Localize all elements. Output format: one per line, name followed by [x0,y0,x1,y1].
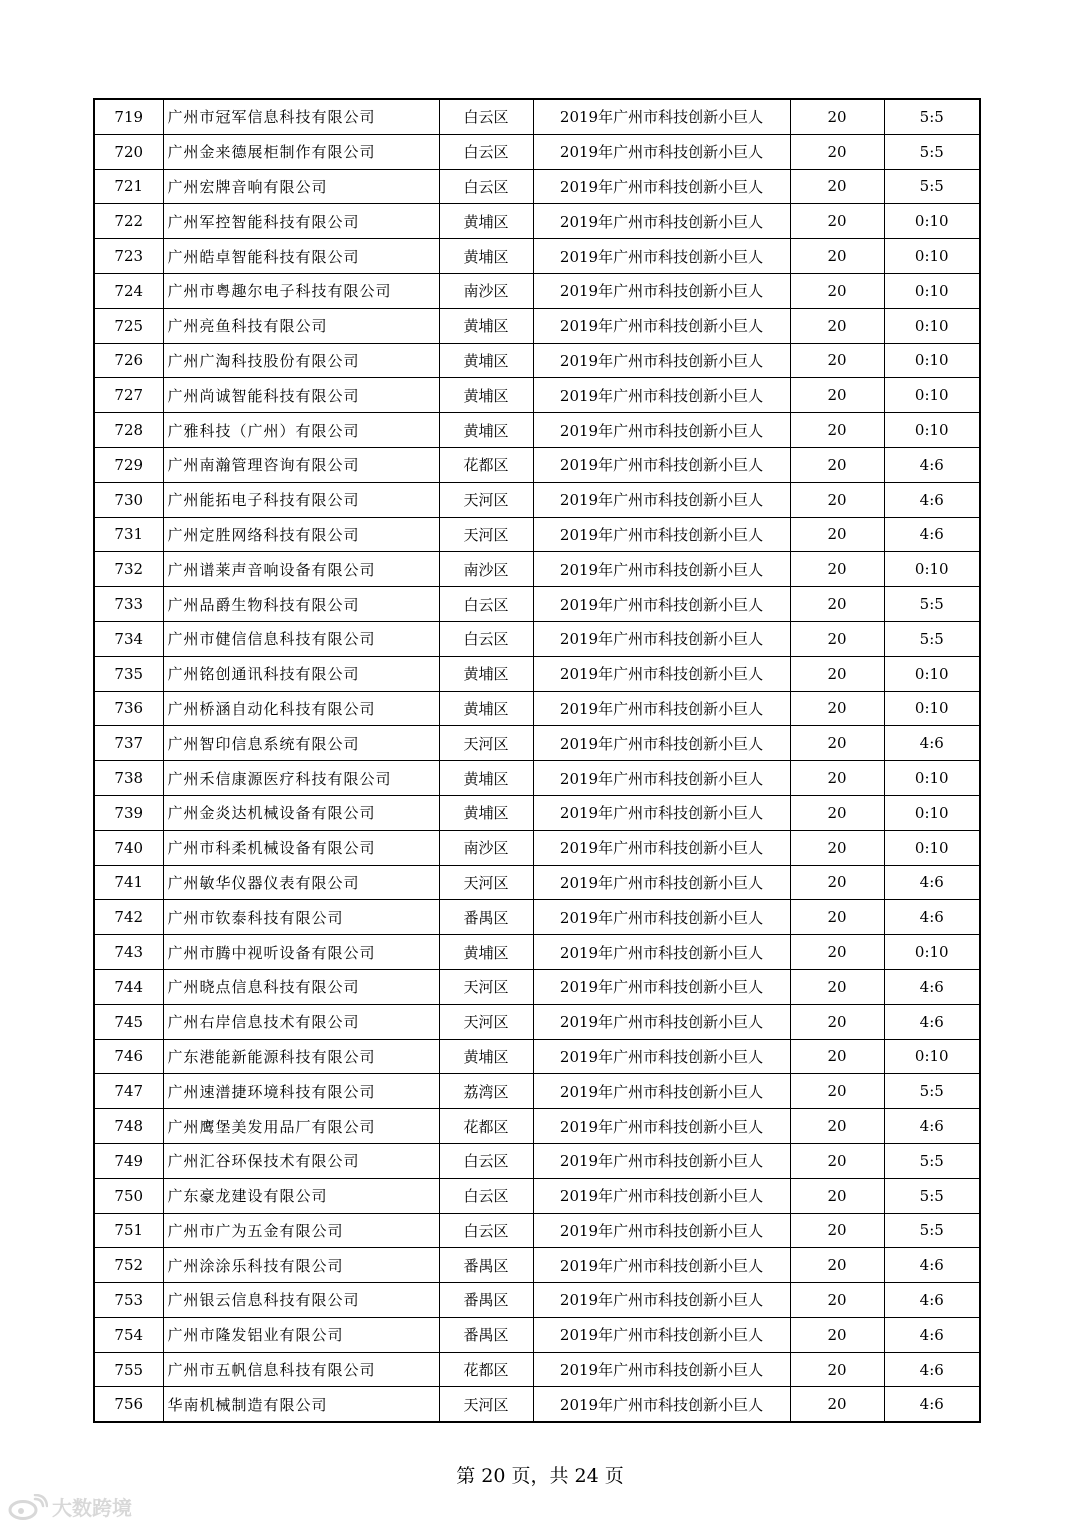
row-number-cell: 746 [94,1039,163,1074]
watermark-text: 大数跨境 [52,1496,132,1520]
category-cell: 2019年广州市科技创新小巨人 [533,1004,790,1039]
category-cell: 2019年广州市科技创新小巨人 [533,621,790,656]
category-cell: 2019年广州市科技创新小巨人 [533,239,790,274]
table-row [94,1178,980,1213]
district-cell: 南沙区 [439,273,533,308]
ratio-cell: 5:5 [884,1213,980,1248]
table-row [94,308,980,343]
district-cell: 白云区 [439,99,533,134]
category-cell: 2019年广州市科技创新小巨人 [533,656,790,691]
ratio-cell: 5:5 [884,587,980,622]
table-row [94,413,980,448]
ratio-cell: 5:5 [884,169,980,204]
district-cell: 白云区 [439,134,533,169]
company-name-cell: 广州右岸信息技术有限公司 [163,1004,439,1039]
amount-cell: 20 [790,1178,884,1213]
amount-cell: 20 [790,308,884,343]
row-number-cell: 727 [94,378,163,413]
amount-cell: 20 [790,1387,884,1422]
ratio-cell: 5:5 [884,99,980,134]
table-row [94,1213,980,1248]
table-row [94,1004,980,1039]
row-number-cell: 745 [94,1004,163,1039]
company-name-cell: 广州禾信康源医疗科技有限公司 [163,761,439,796]
row-number-cell: 732 [94,552,163,587]
district-cell: 黄埔区 [439,204,533,239]
company-list-table [93,98,981,1423]
row-number-cell: 724 [94,273,163,308]
amount-cell: 20 [790,1213,884,1248]
row-number-cell: 739 [94,795,163,830]
row-number-cell: 755 [94,1352,163,1387]
company-name-cell: 广雅科技（广州）有限公司 [163,413,439,448]
ratio-cell: 0:10 [884,343,980,378]
row-number-cell: 754 [94,1317,163,1352]
category-cell: 2019年广州市科技创新小巨人 [533,378,790,413]
table-row [94,621,980,656]
company-name-cell: 广州金炎达机械设备有限公司 [163,795,439,830]
company-name-cell: 广州晓点信息科技有限公司 [163,969,439,1004]
company-name-cell: 广州智印信息系统有限公司 [163,726,439,761]
row-number-cell: 737 [94,726,163,761]
company-name-cell: 广州能拓电子科技有限公司 [163,482,439,517]
row-number-cell: 738 [94,761,163,796]
table-row [94,656,980,691]
company-name-cell: 广东豪龙建设有限公司 [163,1178,439,1213]
category-cell: 2019年广州市科技创新小巨人 [533,447,790,482]
ratio-cell: 0:10 [884,239,980,274]
amount-cell: 20 [790,935,884,970]
district-cell: 黄埔区 [439,761,533,796]
amount-cell: 20 [790,1109,884,1144]
row-number-cell: 742 [94,900,163,935]
amount-cell: 20 [790,969,884,1004]
category-cell: 2019年广州市科技创新小巨人 [533,343,790,378]
table-row [94,273,980,308]
row-number-cell: 730 [94,482,163,517]
amount-cell: 20 [790,447,884,482]
table-row [94,378,980,413]
table-row [94,935,980,970]
row-number-cell: 734 [94,621,163,656]
row-number-cell: 733 [94,587,163,622]
ratio-cell: 0:10 [884,656,980,691]
table-row [94,1317,980,1352]
amount-cell: 20 [790,413,884,448]
row-number-cell: 729 [94,447,163,482]
ratio-cell: 0:10 [884,691,980,726]
table-row [94,204,980,239]
category-cell: 2019年广州市科技创新小巨人 [533,1213,790,1248]
company-name-cell: 广州市广为五金有限公司 [163,1213,439,1248]
district-cell: 花都区 [439,1109,533,1144]
company-name-cell: 广州敏华仪器仪表有限公司 [163,865,439,900]
table-row [94,691,980,726]
amount-cell: 20 [790,691,884,726]
ratio-cell: 4:6 [884,1352,980,1387]
district-cell: 黄埔区 [439,935,533,970]
ratio-cell: 4:6 [884,447,980,482]
amount-cell: 20 [790,343,884,378]
amount-cell: 20 [790,99,884,134]
category-cell: 2019年广州市科技创新小巨人 [533,1143,790,1178]
amount-cell: 20 [790,169,884,204]
amount-cell: 20 [790,482,884,517]
ratio-cell: 0:10 [884,935,980,970]
category-cell: 2019年广州市科技创新小巨人 [533,830,790,865]
amount-cell: 20 [790,900,884,935]
ratio-cell: 0:10 [884,552,980,587]
amount-cell: 20 [790,517,884,552]
company-name-cell: 广州汇谷环保技术有限公司 [163,1143,439,1178]
company-name-cell: 广州市粤趣尔电子科技有限公司 [163,273,439,308]
row-number-cell: 731 [94,517,163,552]
district-cell: 白云区 [439,1178,533,1213]
district-cell: 番禺区 [439,1317,533,1352]
category-cell: 2019年广州市科技创新小巨人 [533,691,790,726]
table-row [94,1109,980,1144]
district-cell: 黄埔区 [439,413,533,448]
district-cell: 天河区 [439,969,533,1004]
amount-cell: 20 [790,552,884,587]
amount-cell: 20 [790,1317,884,1352]
company-name-cell: 广州市腾中视听设备有限公司 [163,935,439,970]
amount-cell: 20 [790,761,884,796]
district-cell: 天河区 [439,1387,533,1422]
ratio-cell: 4:6 [884,1109,980,1144]
ratio-cell: 4:6 [884,1283,980,1318]
table-row [94,1387,980,1422]
category-cell: 2019年广州市科技创新小巨人 [533,1283,790,1318]
ratio-cell: 0:10 [884,830,980,865]
amount-cell: 20 [790,656,884,691]
table-row [94,1074,980,1109]
table-row [94,795,980,830]
category-cell: 2019年广州市科技创新小巨人 [533,1317,790,1352]
ratio-cell: 0:10 [884,413,980,448]
district-cell: 白云区 [439,1213,533,1248]
company-name-cell: 广州皓卓智能科技有限公司 [163,239,439,274]
ratio-cell: 0:10 [884,273,980,308]
district-cell: 黄埔区 [439,378,533,413]
row-number-cell: 723 [94,239,163,274]
district-cell: 白云区 [439,169,533,204]
row-number-cell: 728 [94,413,163,448]
district-cell: 南沙区 [439,552,533,587]
row-number-cell: 719 [94,99,163,134]
district-cell: 荔湾区 [439,1074,533,1109]
district-cell: 黄埔区 [439,795,533,830]
district-cell: 南沙区 [439,830,533,865]
category-cell: 2019年广州市科技创新小巨人 [533,308,790,343]
category-cell: 2019年广州市科技创新小巨人 [533,865,790,900]
table-row [94,726,980,761]
table-row [94,969,980,1004]
table-row [94,865,980,900]
company-name-cell: 广州亮鱼科技有限公司 [163,308,439,343]
row-number-cell: 743 [94,935,163,970]
row-number-cell: 740 [94,830,163,865]
ratio-cell: 4:6 [884,1387,980,1422]
district-cell: 黄埔区 [439,343,533,378]
table-row [94,343,980,378]
table-row [94,482,980,517]
category-cell: 2019年广州市科技创新小巨人 [533,204,790,239]
weibo-logo-icon [8,1494,48,1520]
company-name-cell: 广州南瀚管理咨询有限公司 [163,447,439,482]
ratio-cell: 4:6 [884,1248,980,1283]
district-cell: 番禺区 [439,1283,533,1318]
amount-cell: 20 [790,865,884,900]
category-cell: 2019年广州市科技创新小巨人 [533,99,790,134]
amount-cell: 20 [790,1283,884,1318]
category-cell: 2019年广州市科技创新小巨人 [533,1387,790,1422]
amount-cell: 20 [790,1039,884,1074]
district-cell: 花都区 [439,1352,533,1387]
company-name-cell: 广州市隆发铝业有限公司 [163,1317,439,1352]
amount-cell: 20 [790,1074,884,1109]
category-cell: 2019年广州市科技创新小巨人 [533,969,790,1004]
table-row [94,587,980,622]
ratio-cell: 4:6 [884,865,980,900]
category-cell: 2019年广州市科技创新小巨人 [533,169,790,204]
row-number-cell: 749 [94,1143,163,1178]
amount-cell: 20 [790,587,884,622]
row-number-cell: 751 [94,1213,163,1248]
ratio-cell: 5:5 [884,1143,980,1178]
table-row [94,1283,980,1318]
company-name-cell: 广州市钦泰科技有限公司 [163,900,439,935]
category-cell: 2019年广州市科技创新小巨人 [533,134,790,169]
table-row [94,900,980,935]
amount-cell: 20 [790,1143,884,1178]
row-number-cell: 752 [94,1248,163,1283]
company-name-cell: 广州鹰堡美发用品厂有限公司 [163,1109,439,1144]
district-cell: 黄埔区 [439,308,533,343]
ratio-cell: 4:6 [884,969,980,1004]
amount-cell: 20 [790,273,884,308]
table-body [94,99,980,1422]
ratio-cell: 4:6 [884,517,980,552]
district-cell: 黄埔区 [439,656,533,691]
company-name-cell: 广州桥涵自动化科技有限公司 [163,691,439,726]
row-number-cell: 722 [94,204,163,239]
amount-cell: 20 [790,1352,884,1387]
row-number-cell: 741 [94,865,163,900]
watermark [8,1492,132,1521]
district-cell: 番禺区 [439,1248,533,1283]
category-cell: 2019年广州市科技创新小巨人 [533,726,790,761]
table-row [94,552,980,587]
ratio-cell: 0:10 [884,308,980,343]
row-number-cell: 748 [94,1109,163,1144]
company-name-cell: 广州尚诚智能科技有限公司 [163,378,439,413]
district-cell: 番禺区 [439,900,533,935]
ratio-cell: 0:10 [884,761,980,796]
row-number-cell: 721 [94,169,163,204]
category-cell: 2019年广州市科技创新小巨人 [533,517,790,552]
company-name-cell: 广州金来德展柜制作有限公司 [163,134,439,169]
district-cell: 黄埔区 [439,1039,533,1074]
company-name-cell: 华南机械制造有限公司 [163,1387,439,1422]
amount-cell: 20 [790,795,884,830]
ratio-cell: 5:5 [884,1178,980,1213]
table-row [94,1039,980,1074]
category-cell: 2019年广州市科技创新小巨人 [533,795,790,830]
ratio-cell: 5:5 [884,134,980,169]
row-number-cell: 726 [94,343,163,378]
category-cell: 2019年广州市科技创新小巨人 [533,1109,790,1144]
company-name-cell: 广州市冠军信息科技有限公司 [163,99,439,134]
district-cell: 白云区 [439,1143,533,1178]
amount-cell: 20 [790,1004,884,1039]
district-cell: 天河区 [439,865,533,900]
district-cell: 黄埔区 [439,239,533,274]
amount-cell: 20 [790,204,884,239]
company-name-cell: 广州定胜网络科技有限公司 [163,517,439,552]
company-name-cell: 广州宏牌音响有限公司 [163,169,439,204]
row-number-cell: 735 [94,656,163,691]
table-row [94,1248,980,1283]
ratio-cell: 4:6 [884,900,980,935]
row-number-cell: 720 [94,134,163,169]
company-name-cell: 广州军控智能科技有限公司 [163,204,439,239]
table-row [94,447,980,482]
amount-cell: 20 [790,134,884,169]
category-cell: 2019年广州市科技创新小巨人 [533,1039,790,1074]
table-row [94,1143,980,1178]
category-cell: 2019年广州市科技创新小巨人 [533,900,790,935]
category-cell: 2019年广州市科技创新小巨人 [533,587,790,622]
category-cell: 2019年广州市科技创新小巨人 [533,761,790,796]
district-cell: 黄埔区 [439,691,533,726]
ratio-cell: 4:6 [884,482,980,517]
table-row [94,761,980,796]
table-row [94,169,980,204]
amount-cell: 20 [790,830,884,865]
ratio-cell: 0:10 [884,378,980,413]
ratio-cell: 0:10 [884,795,980,830]
district-cell: 白云区 [439,587,533,622]
ratio-cell: 5:5 [884,1074,980,1109]
row-number-cell: 756 [94,1387,163,1422]
table-row [94,1352,980,1387]
company-name-cell: 广州速潽捷环境科技有限公司 [163,1074,439,1109]
district-cell: 天河区 [439,517,533,552]
company-name-cell: 广州市科柔机械设备有限公司 [163,830,439,865]
company-name-cell: 广州市五帆信息科技有限公司 [163,1352,439,1387]
company-name-cell: 广州品爵生物科技有限公司 [163,587,439,622]
company-name-cell: 广州谱莱声音响设备有限公司 [163,552,439,587]
company-name-cell: 广东港能新能源科技有限公司 [163,1039,439,1074]
district-cell: 花都区 [439,447,533,482]
row-number-cell: 725 [94,308,163,343]
ratio-cell: 4:6 [884,726,980,761]
row-number-cell: 753 [94,1283,163,1318]
category-cell: 2019年广州市科技创新小巨人 [533,1248,790,1283]
table-row [94,239,980,274]
ratio-cell: 5:5 [884,621,980,656]
category-cell: 2019年广州市科技创新小巨人 [533,1074,790,1109]
district-cell: 白云区 [439,621,533,656]
ratio-cell: 0:10 [884,1039,980,1074]
page-footer: 第 20 页，共 24 页 [456,1465,624,1487]
company-name-cell: 广州铭创通讯科技有限公司 [163,656,439,691]
amount-cell: 20 [790,726,884,761]
category-cell: 2019年广州市科技创新小巨人 [533,273,790,308]
amount-cell: 20 [790,239,884,274]
category-cell: 2019年广州市科技创新小巨人 [533,1178,790,1213]
ratio-cell: 4:6 [884,1004,980,1039]
company-name-cell: 广州广淘科技股份有限公司 [163,343,439,378]
ratio-cell: 0:10 [884,204,980,239]
district-cell: 天河区 [439,482,533,517]
table-row [94,517,980,552]
company-name-cell: 广州涂涂乐科技有限公司 [163,1248,439,1283]
row-number-cell: 750 [94,1178,163,1213]
row-number-cell: 747 [94,1074,163,1109]
table-row [94,134,980,169]
category-cell: 2019年广州市科技创新小巨人 [533,1352,790,1387]
amount-cell: 20 [790,621,884,656]
ratio-cell: 4:6 [884,1317,980,1352]
company-name-cell: 广州银云信息科技有限公司 [163,1283,439,1318]
row-number-cell: 744 [94,969,163,1004]
district-cell: 天河区 [439,1004,533,1039]
category-cell: 2019年广州市科技创新小巨人 [533,413,790,448]
company-name-cell: 广州市健信信息科技有限公司 [163,621,439,656]
row-number-cell: 736 [94,691,163,726]
category-cell: 2019年广州市科技创新小巨人 [533,552,790,587]
category-cell: 2019年广州市科技创新小巨人 [533,935,790,970]
table-row [94,830,980,865]
category-cell: 2019年广州市科技创新小巨人 [533,482,790,517]
amount-cell: 20 [790,1248,884,1283]
amount-cell: 20 [790,378,884,413]
district-cell: 天河区 [439,726,533,761]
table-row [94,99,980,134]
